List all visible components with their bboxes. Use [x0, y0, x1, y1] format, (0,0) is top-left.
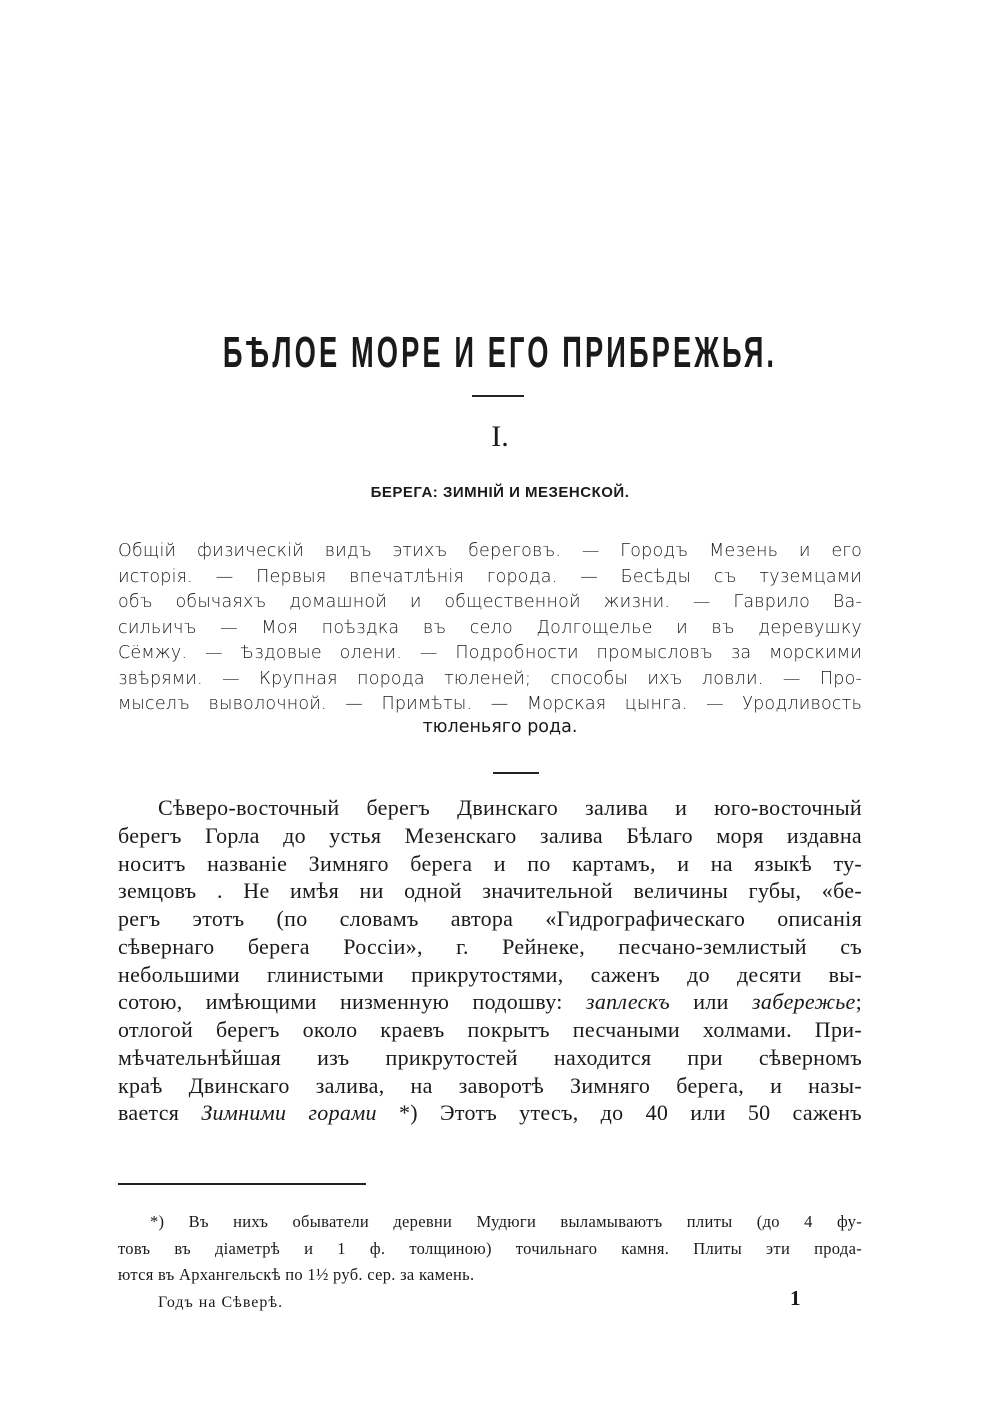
body-line: земцовъ . Не имѣя ни одной значительной величины губы, «бе- — [118, 878, 862, 903]
text: ; — [855, 989, 863, 1014]
italic-term: заплескъ — [585, 989, 671, 1014]
body-line: небольшими глинистыми прикрутостями, саженъ до десяти вы- — [118, 962, 862, 987]
chapter-number: I. — [491, 420, 509, 453]
body-line: сѣвернаго берега Россіи», г. Рейнеке, песчано-землистый съ — [118, 934, 862, 959]
text: вается — [118, 1100, 202, 1125]
italic-term: забережье — [752, 989, 856, 1014]
italic-term: Зимними горами — [201, 1100, 377, 1125]
body-line: берегъ Горла до устья Мезенскаго залива Бѣлаго моря издавна — [118, 823, 862, 848]
summary-line: звѣрями. — Крупная порода тюленей; способы ихъ ловли. — Про- — [118, 669, 862, 689]
text: сотою, имѣющими низменную подошву: — [118, 989, 586, 1014]
text: или — [670, 989, 753, 1014]
footnote-line: товъ въ діаметрѣ и 1 ф. толщиною) точильнаго камня. Плиты эти прода- — [118, 1239, 862, 1258]
footnote-line: ются въ Архангельскѣ по 1½ руб. сер. за камень. — [118, 1265, 475, 1284]
footer-signature: Годъ на Сѣверѣ. — [158, 1294, 284, 1311]
body-line: носитъ названіе Зимняго берега и по картамъ, и на языкѣ ту- — [118, 851, 862, 876]
body-line — [118, 1099, 862, 1127]
footnote-line: *) Въ нихъ обыватели деревни Мудюги выламываютъ плиты (до 4 фу- — [150, 1212, 862, 1231]
body-line — [118, 988, 862, 1016]
page-title: БѢЛОЕ МОРЕ И ЕГО ПРИБРЕЖЬЯ. — [222, 328, 778, 377]
summary-line: мыселъ выволочной. — Примѣты. — Морская цынга. — Уродливость — [118, 694, 862, 714]
footnote-divider — [118, 1183, 366, 1185]
chapter-title: БЕРЕГА: ЗИМНІЙ И МЕЗЕНСКОЙ. — [370, 484, 630, 501]
body-line: отлогой берегъ около краевъ покрытъ песчаными холмами. При- — [118, 1017, 862, 1042]
page-number: 1 — [790, 1286, 801, 1310]
title-divider — [472, 395, 524, 397]
summary-line: Общій физическій видъ этихъ береговъ. — Городъ Мезень и его — [118, 541, 862, 561]
text: *) Этотъ утесъ, до 40 или 50 саженъ — [376, 1100, 862, 1125]
body-line: Сѣверо-восточный берегъ Двинскаго залива и юго-восточный — [158, 795, 862, 820]
summary-line: объ обычаяхъ домашной и общественной жизни. — Гаврило Ва- — [118, 592, 862, 612]
summary-line: исторія. — Первыя впечатлѣнія города. — Бесѣды съ туземцами — [118, 567, 862, 587]
body-line: мѣчательнѣйшая изъ прикрутостей находится при сѣверномъ — [118, 1045, 862, 1070]
summary-line: Сёмжу. — Ѣздовые олени. — Подробности промысловъ за морскими — [118, 643, 862, 663]
body-line: краѣ Двинскаго залива, на заворотѣ Зимняго берега, и назы- — [118, 1073, 862, 1098]
summary-line: сильичъ — Моя поѣздка въ село Долгощелье и въ деревушку — [118, 618, 862, 638]
summary-line: тюленьяго рода. — [422, 717, 578, 737]
summary-divider — [493, 772, 539, 774]
body-line: регъ этотъ (по словамъ автора «Гидрографическаго описанія — [118, 906, 862, 931]
